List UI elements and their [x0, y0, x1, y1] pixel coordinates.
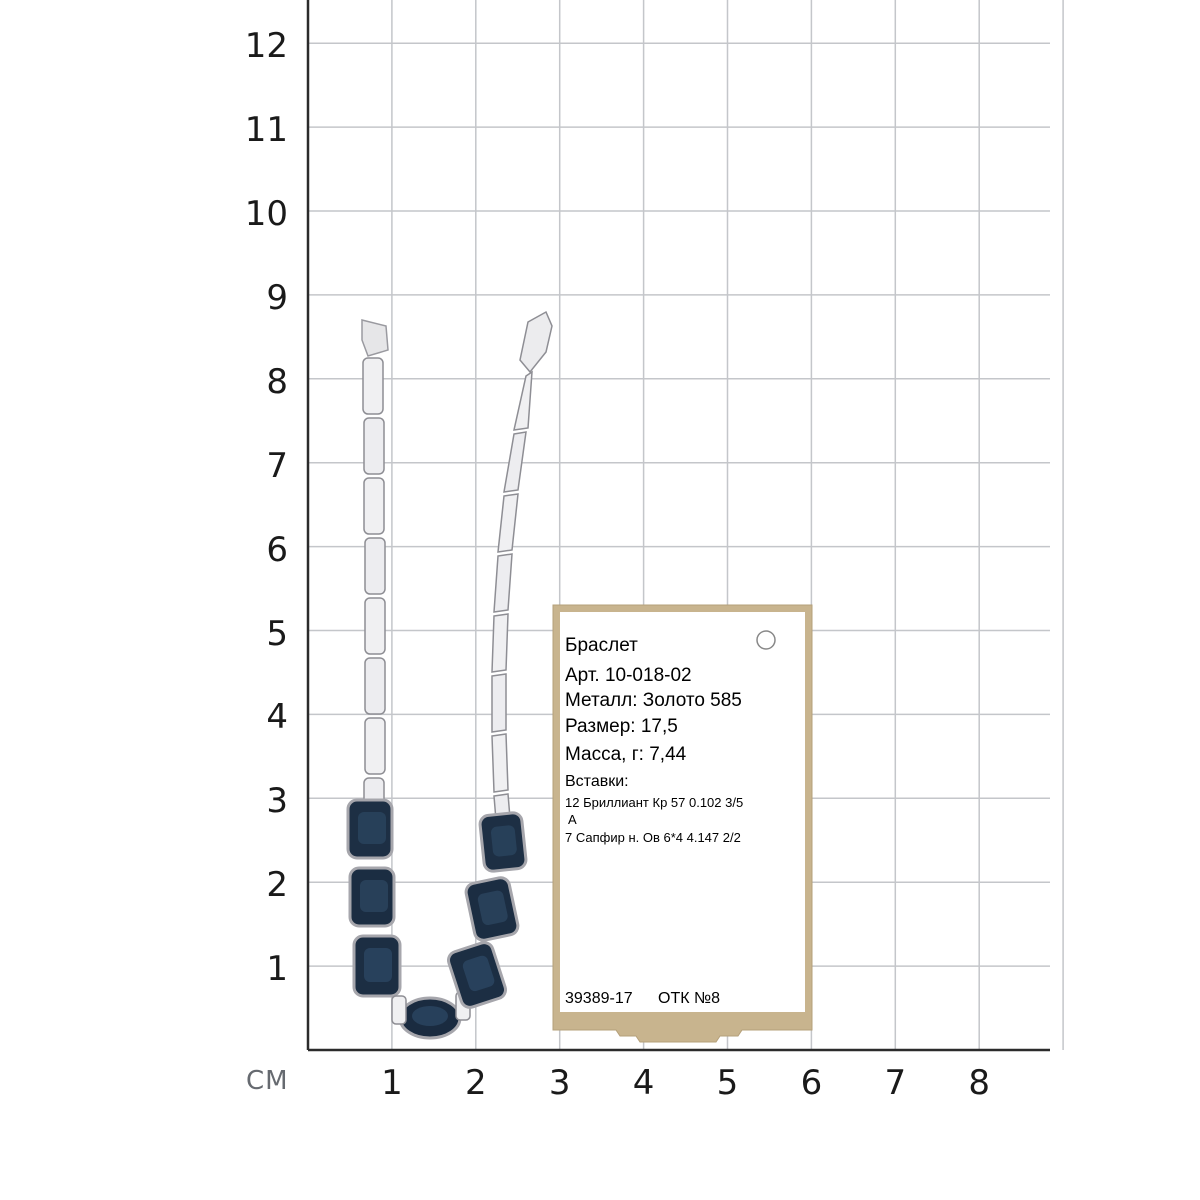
x-tick-label: 2 — [464, 1063, 487, 1103]
x-tick-label: 1 — [381, 1063, 403, 1103]
bracelet-left-chain — [362, 320, 388, 808]
tag-insert-1-cont: А — [568, 812, 577, 827]
x-tick-label: 8 — [968, 1063, 990, 1103]
y-tick-label: 5 — [266, 613, 288, 654]
tag-insert-2: 7 Сапфир н. Ов 6*4 4.147 2/2 — [565, 830, 741, 845]
y-tick-label: 9 — [266, 277, 288, 318]
tag-code: 39389-17 — [565, 990, 633, 1007]
y-tick-label: 4 — [266, 697, 288, 738]
bracelet-right-chain — [492, 312, 552, 820]
y-tick-label: 6 — [266, 529, 288, 570]
tag-hole-icon — [757, 631, 775, 649]
x-tick-label: 6 — [800, 1063, 823, 1103]
x-tick-label: 5 — [716, 1063, 739, 1103]
x-tick-label: 4 — [632, 1063, 655, 1103]
y-tick-label: 3 — [266, 781, 288, 822]
tag-insert-1: 12 Бриллиант Кр 57 0.102 3/5 — [565, 795, 744, 810]
y-tick-label: 11 — [244, 110, 288, 151]
y-tick-label: 1 — [266, 949, 288, 990]
x-tick-label: 7 — [884, 1063, 907, 1103]
y-tick-label: 2 — [266, 865, 288, 906]
bracelet-sapphire-section — [348, 800, 527, 1038]
tag-weight: Масса, г: 7,44 — [565, 744, 687, 765]
y-tick-label: 8 — [266, 361, 288, 402]
unit-label: СМ — [246, 1066, 289, 1096]
tag-metal: Металл: Золото 585 — [565, 690, 742, 711]
tag-size: Размер: 17,5 — [565, 716, 678, 737]
tag-title: Браслет — [565, 635, 638, 656]
y-tick-label: 12 — [244, 26, 288, 67]
x-tick-label: 3 — [548, 1063, 571, 1103]
tag-article: Арт. 10-018-02 — [565, 665, 692, 686]
tag-otk: ОТК №8 — [658, 990, 721, 1007]
y-tick-label: 10 — [244, 194, 288, 234]
y-tick-label: 7 — [266, 445, 288, 486]
bracelet-image — [348, 312, 552, 1038]
tag-inserts-heading: Вставки: — [565, 773, 629, 790]
